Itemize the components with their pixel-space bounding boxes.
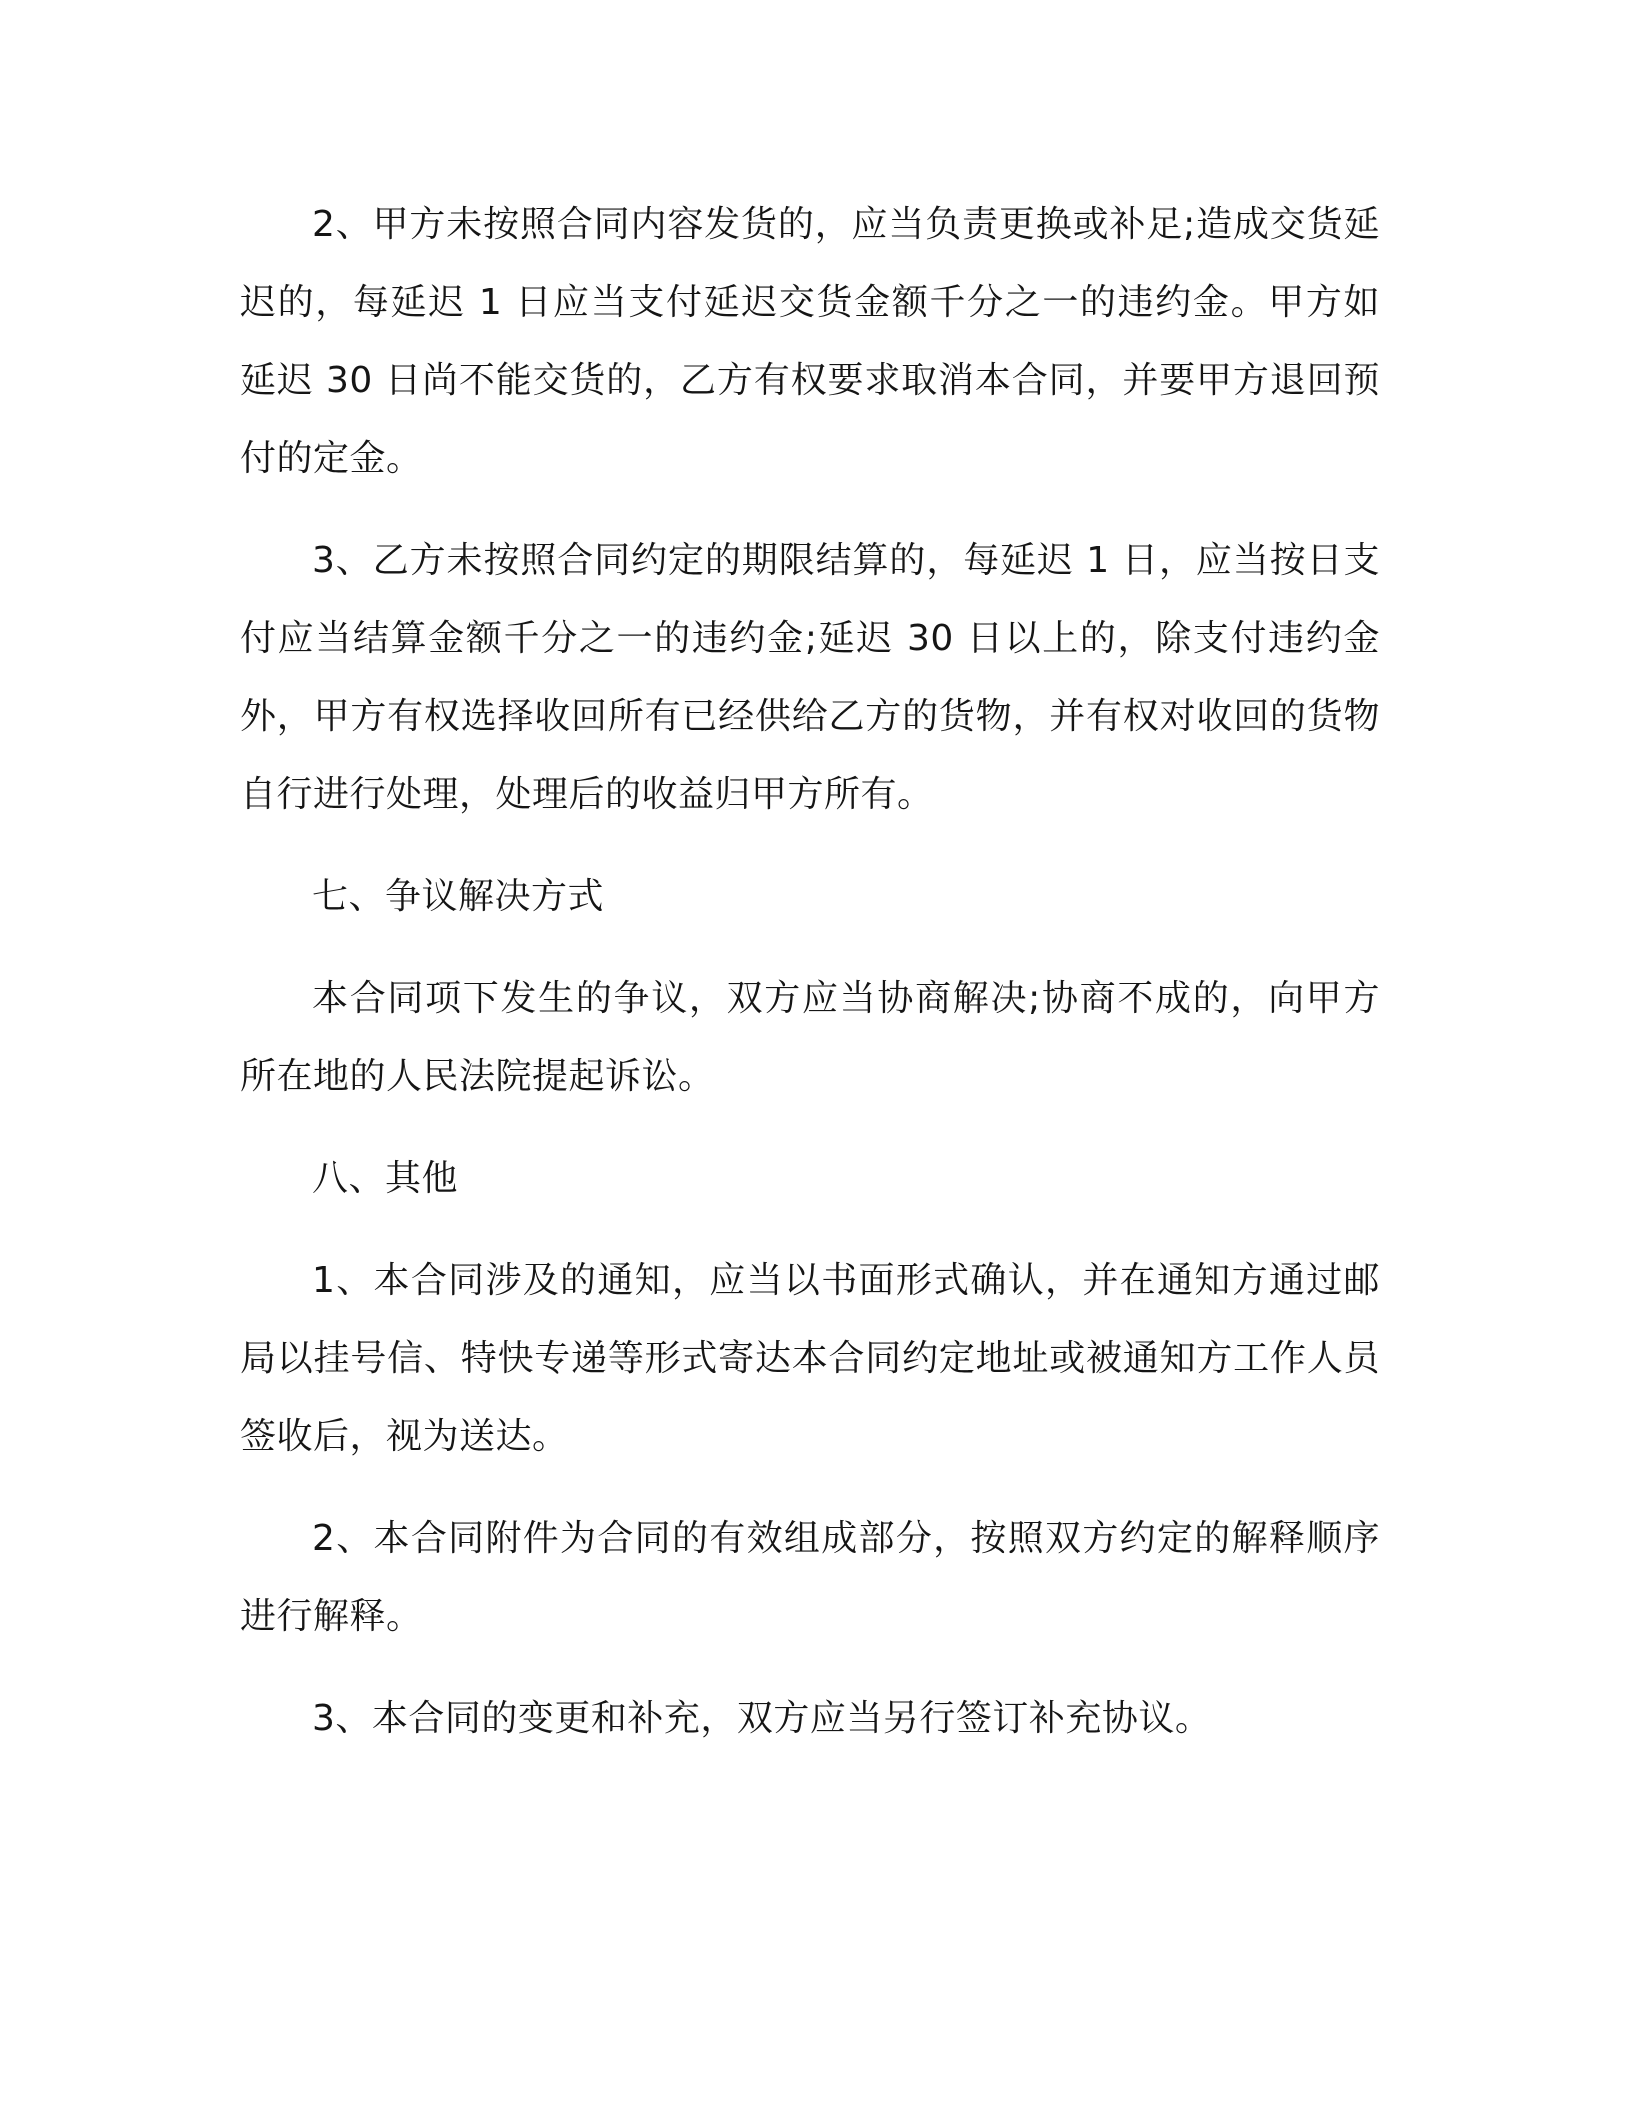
clause-paragraph: 3、本合同的变更和补充，双方应当另行签订补充协议。 <box>312 1698 1212 1739</box>
document-body <box>240 186 1380 1782</box>
section-heading: 八、其他 <box>312 1158 459 1199</box>
clause-paragraph: 1、本合同涉及的通知，应当以书面形式确认，并在通知方通过邮局以挂号信、特快专递等形式寄达本合同约定地址或被通知方工作人员签收后，视为送达。 <box>240 1260 1380 1457</box>
clause-paragraph: 本合同项下发生的争议，双方应当协商解决;协商不成的，向甲方所在地的人民法院提起诉讼。 <box>240 978 1380 1097</box>
section-heading: 七、争议解决方式 <box>312 876 605 917</box>
clause-paragraph: 2、甲方未按照合同内容发货的，应当负责更换或补足;造成交货延迟的，每延迟 1 日应当支付延迟交货金额千分之一的违约金。甲方如延迟 30 日尚不能交货的，乙方有权要求取消本合同，并要甲方退回预付的定金。 <box>240 204 1380 479</box>
clause-paragraph: 2、本合同附件为合同的有效组成部分，按照双方约定的解释顺序进行解释。 <box>240 1518 1380 1637</box>
clause-paragraph: 3、乙方未按照合同约定的期限结算的，每延迟 1 日，应当按日支付应当结算金额千分之一的违约金;延迟 30 日以上的，除支付违约金外，甲方有权选择收回所有已经供给乙方的货物，并有权对收回的货物自行进行处理，处理后的收益归甲方所有。 <box>240 540 1380 815</box>
